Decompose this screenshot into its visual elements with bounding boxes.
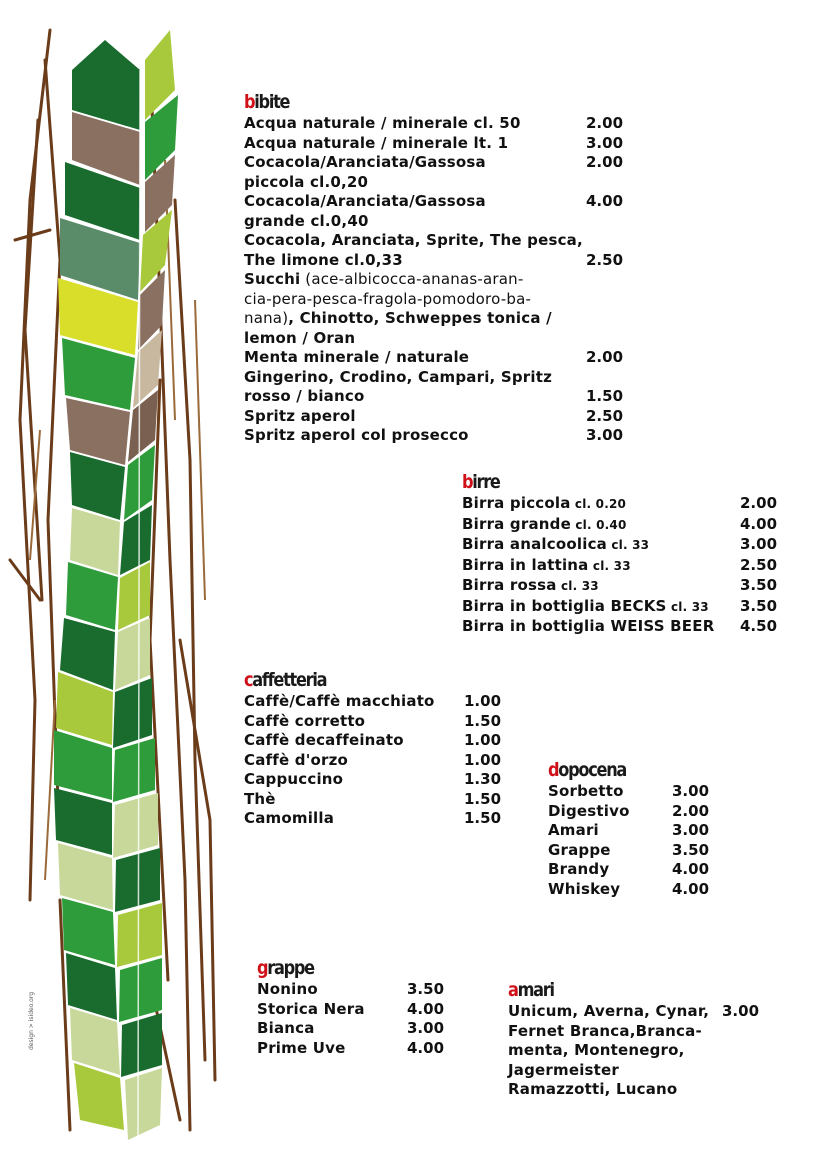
- item-name: Birra grande cl. 0.40: [462, 514, 627, 533]
- item-name: Cappuccino: [244, 770, 344, 788]
- section-title-grappe: grappe: [257, 957, 314, 979]
- item-price: 1.30: [464, 770, 502, 788]
- menu-row: [244, 134, 623, 154]
- item-name: Bianca: [257, 1019, 315, 1037]
- menu-row: [508, 1041, 759, 1061]
- section-title-dopocena: dopocena: [548, 759, 627, 781]
- item-name: Acqua naturale / minerale lt. 1: [244, 133, 509, 152]
- item-name: Caffè decaffeinato: [244, 731, 404, 749]
- item-name: Jagermeister: [508, 1060, 620, 1079]
- menu-row: [244, 212, 623, 232]
- section-title-amari: amari: [508, 979, 554, 1001]
- section-bibite: [244, 92, 623, 446]
- item-name: Birra in lattina cl. 33: [462, 555, 631, 574]
- menu-row: [244, 731, 501, 751]
- menu-row: [244, 692, 501, 712]
- menu-row: [508, 1002, 759, 1022]
- item-price: 2.50: [740, 555, 778, 574]
- menu-row: [257, 980, 444, 1000]
- item-price: 4.00: [740, 514, 778, 533]
- item-name: Whiskey: [548, 879, 621, 898]
- item-name: Acqua naturale / minerale cl. 50: [244, 114, 521, 132]
- item-name: Caffè d'orzo: [244, 750, 349, 769]
- item-name: rosso / bianco: [244, 387, 365, 405]
- menu-row-succhi-cont: nana), Chinotto, Schweppes tonica /: [244, 309, 552, 327]
- item-name: piccola cl.0,20: [244, 172, 369, 191]
- item-unit: cl. 33: [556, 579, 599, 593]
- item-unit: cl. 33: [666, 599, 709, 614]
- item-name: Spritz aperol col prosecco: [244, 426, 469, 444]
- item-name: Caffè/Caffè macchiato: [244, 692, 435, 710]
- menu-row: [508, 1080, 759, 1100]
- item-name: menta, Montenegro,: [508, 1041, 685, 1059]
- item-unit: cl. 33: [606, 538, 650, 552]
- menu-row-succhi-cont: lemon / Oran: [244, 328, 356, 347]
- item-price: 4.00: [672, 879, 710, 898]
- item-price: 1.00: [464, 750, 502, 769]
- section-title-caffetteria: caffetteria: [244, 669, 327, 691]
- item-name: Brandy: [548, 860, 610, 878]
- item-name: Gingerino, Crodino, Campari, Spritz: [244, 367, 553, 386]
- item-name: Grappe: [548, 840, 611, 859]
- menu-row: [244, 770, 501, 790]
- menu-row-succhi-cont: cia-pera-pesca-fragola-pomodoro-ba-: [244, 289, 532, 308]
- item-name: Cocacola/Aranciata/Gassosa: [244, 153, 486, 171]
- menu-row: [244, 368, 623, 388]
- item-name: Amari: [548, 821, 599, 839]
- menu-row: [244, 426, 623, 446]
- item-price: 2.00: [672, 801, 710, 820]
- item-price: 2.00: [586, 153, 624, 171]
- menu-row: [462, 576, 777, 597]
- item-price: 1.00: [464, 692, 502, 710]
- menu-row: [508, 1061, 759, 1081]
- item-name: Birra rossa cl. 33: [462, 576, 599, 594]
- menu-row: [244, 348, 623, 368]
- item-price: 3.50: [672, 840, 710, 859]
- menu-row: [462, 617, 777, 638]
- leaf-stack: [54, 30, 178, 1140]
- menu-row: [462, 515, 777, 536]
- item-price: 3.50: [407, 980, 445, 998]
- item-price: 1.50: [586, 387, 624, 405]
- section-birre: [462, 472, 777, 638]
- menu-row: [244, 153, 623, 173]
- item-name: Spritz aperol: [244, 406, 356, 425]
- menu-row: [548, 821, 709, 841]
- menu-row: [462, 556, 777, 577]
- menu-row: [244, 251, 623, 271]
- item-name: Unicum, Averna, Cynar,: [508, 1002, 710, 1020]
- section-title-bibite: bibite: [244, 91, 290, 113]
- menu-row: [548, 841, 709, 861]
- item-unit: cl. 33: [588, 558, 631, 573]
- item-name: Birra analcoolica cl. 33: [462, 535, 650, 553]
- item-name: Cocacola/Aranciata/Gassosa: [244, 192, 486, 210]
- menu-row: [548, 880, 709, 900]
- menu-row-succhi: Succhi (ace-albicocca-ananas-aran-: [244, 270, 524, 288]
- item-name: Birra in bottiglia BECKS cl. 33: [462, 596, 709, 615]
- item-price: 2.00: [586, 114, 624, 132]
- item-price: 2.00: [740, 494, 778, 512]
- menu-row: [244, 114, 623, 134]
- item-price: 2.50: [586, 250, 624, 269]
- menu-row: [508, 1022, 759, 1042]
- item-price: 3.00: [740, 535, 778, 553]
- item-price: 3.00: [407, 1019, 445, 1037]
- item-name: Ramazzotti, Lucano: [508, 1080, 678, 1098]
- section-title-birre: birre: [462, 471, 500, 493]
- item-price: 2.00: [586, 348, 624, 366]
- menu-row: [244, 712, 501, 732]
- item-price: 4.00: [407, 1038, 445, 1057]
- menu-row: [244, 173, 623, 193]
- menu-row: [257, 1000, 444, 1020]
- item-price: 4.00: [586, 192, 624, 210]
- menu-row: [244, 192, 623, 212]
- menu-row: [548, 802, 709, 822]
- item-price: 1.50: [464, 711, 502, 730]
- menu-row: [244, 231, 623, 251]
- item-price: 3.50: [740, 576, 778, 594]
- menu-row: [244, 790, 501, 810]
- item-name: Digestivo: [548, 801, 630, 820]
- menu-row: [244, 407, 623, 427]
- menu-row: [257, 1039, 444, 1059]
- menu-row: [462, 535, 777, 556]
- item-name: Prime Uve: [257, 1038, 346, 1057]
- item-name: Thè: [244, 789, 276, 808]
- item-price: 3.00: [672, 782, 710, 800]
- menu-row: [244, 387, 623, 407]
- menu-row: [548, 860, 709, 880]
- item-price: 3.00: [586, 133, 624, 152]
- menu-row: [462, 494, 777, 515]
- menu-row: [244, 809, 501, 829]
- item-name: The limone cl.0,33: [244, 250, 403, 269]
- section-dopocena: [548, 760, 709, 899]
- item-name: Cocacola, Aranciata, Sprite, The pesca,: [244, 231, 583, 249]
- item-name: Camomilla: [244, 809, 335, 827]
- item-name: Birra in bottiglia WEISS BEER: [462, 617, 715, 635]
- item-name: Nonino: [257, 980, 318, 998]
- item-price: 4.00: [672, 860, 710, 878]
- item-name: Sorbetto: [548, 782, 624, 800]
- item-price: 1.50: [464, 789, 502, 808]
- menu-row: [244, 751, 501, 771]
- item-price: 4.50: [740, 617, 778, 635]
- item-price: 1.00: [464, 731, 502, 749]
- leaf-illustration: [0, 0, 240, 1169]
- item-name: Birra piccola cl. 0.20: [462, 494, 627, 512]
- section-amari: [508, 980, 759, 1100]
- item-unit: cl. 0.20: [570, 497, 627, 511]
- item-price: 3.00: [672, 821, 710, 839]
- item-name: Caffè corretto: [244, 711, 366, 730]
- item-name: Storica Nera: [257, 999, 365, 1018]
- menu-row: [462, 597, 777, 618]
- menu-row: [257, 1019, 444, 1039]
- item-price: 3.00: [586, 426, 624, 444]
- item-price: 2.50: [586, 406, 624, 425]
- item-name: Fernet Branca,Branca-: [508, 1021, 702, 1040]
- designer-credit: design > isideo.org: [28, 991, 35, 1050]
- item-price: 4.00: [407, 999, 445, 1018]
- item-name: grande cl.0,40: [244, 211, 369, 230]
- item-unit: cl. 0.40: [570, 517, 627, 532]
- item-name: Menta minerale / naturale: [244, 348, 470, 366]
- item-price: 3.00: [722, 1002, 760, 1020]
- item-price: 3.50: [740, 596, 778, 615]
- section-grappe: [257, 958, 444, 1058]
- section-caffetteria: [244, 670, 501, 829]
- item-price: 1.50: [464, 809, 502, 827]
- menu-row: [548, 782, 709, 802]
